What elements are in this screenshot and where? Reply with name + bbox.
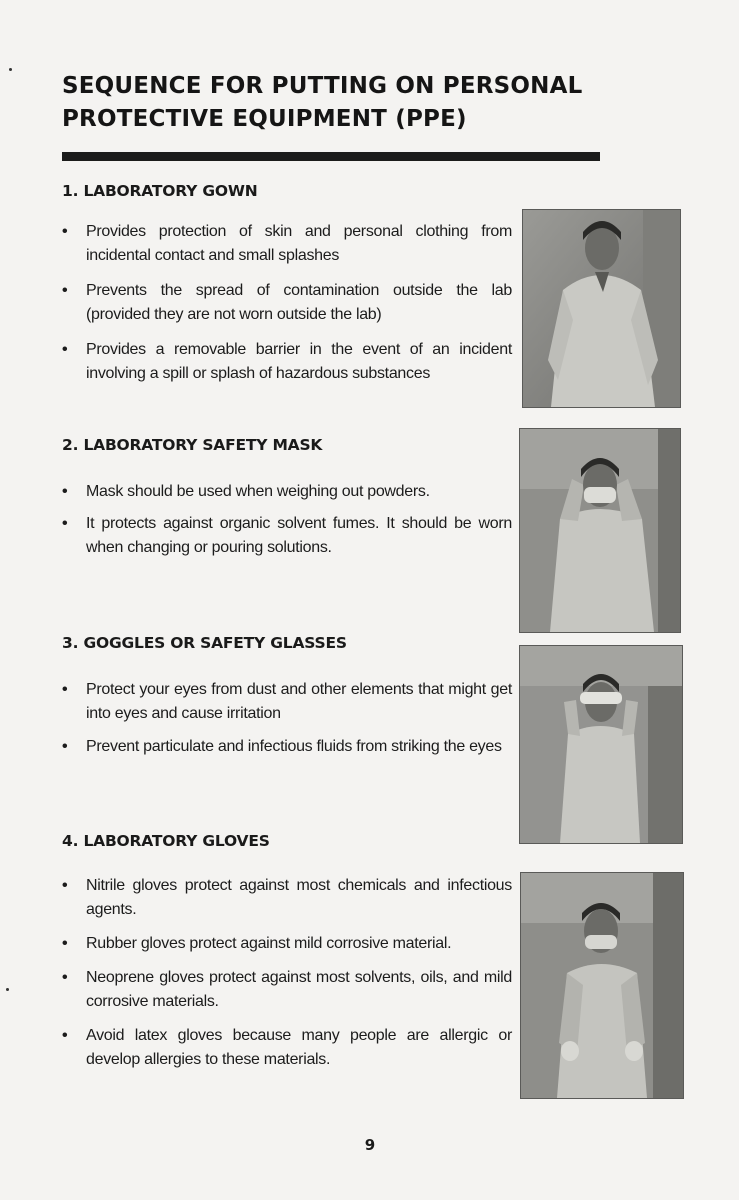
bullet-item: • Protect your eyes from dust and other elements that might get into eyes and cause irritation [62,678,512,726]
section-goggles [62,634,512,759]
bullet-icon: • [62,341,68,358]
page-number: 9 [364,1136,376,1154]
photo-goggles [519,645,683,844]
bullet-item: • Prevents the spread of contamination outside the lab (provided they are not worn outside the lab) [62,279,512,327]
bullet-item: • Provides protection of skin and personal clothing from incidental contact and small splashes [62,220,512,268]
bullet-icon: • [62,681,68,698]
photo-laboratory-gloves [520,872,684,1099]
section-heading: 3. GOGGLES OR SAFETY GLASSES [62,634,347,652]
print-speck [6,988,9,991]
bullet-list [62,480,512,560]
print-speck [9,68,12,71]
photo-laboratory-gown [522,209,681,408]
bullet-item: • Avoid latex gloves because many people are allergic or develop allergies to these materials. [62,1024,512,1072]
bullet-icon: • [62,969,68,986]
title-divider [62,152,600,161]
bullet-icon: • [62,282,68,299]
section-heading: 2. LABORATORY SAFETY MASK [62,436,323,454]
photo-laboratory-safety-mask [519,428,681,633]
page-title-line-2: PROTECTIVE EQUIPMENT (PPE) [62,106,467,132]
page-title-line-1: SEQUENCE FOR PUTTING ON PERSONAL [62,73,583,99]
bullet-icon: • [62,877,68,894]
bullet-item: • Prevent particulate and infectious fluids from striking the eyes [62,735,512,759]
bullet-icon: • [62,935,68,952]
bullet-item: • Mask should be used when weighing out powders. [62,480,512,504]
bullet-icon: • [62,738,68,755]
bullet-icon: • [62,483,68,500]
bullet-icon: • [62,1027,68,1044]
bullet-item: • It protects against organic solvent fumes. It should be worn when changing or pouring solutions. [62,512,512,560]
bullet-list [62,678,512,759]
bullet-item: • Rubber gloves protect against mild corrosive material. [62,932,512,956]
bullet-list [62,220,512,386]
bullet-item: • Provides a removable barrier in the event of an incident involving a spill or splash of hazardous substances [62,338,512,386]
bullet-list [62,874,512,1072]
bullet-item: • Nitrile gloves protect against most chemicals and infectious agents. [62,874,512,922]
page-title [62,70,642,136]
section-heading: 1. LABORATORY GOWN [62,182,258,200]
bullet-item: • Neoprene gloves protect against most solvents, oils, and mild corrosive materials. [62,966,512,1014]
section-laboratory-gloves [62,832,512,1072]
bullet-icon: • [62,515,68,532]
section-laboratory-gown [62,182,512,386]
bullet-icon: • [62,223,68,240]
section-laboratory-safety-mask [62,436,512,560]
section-heading: 4. LABORATORY GLOVES [62,832,270,850]
